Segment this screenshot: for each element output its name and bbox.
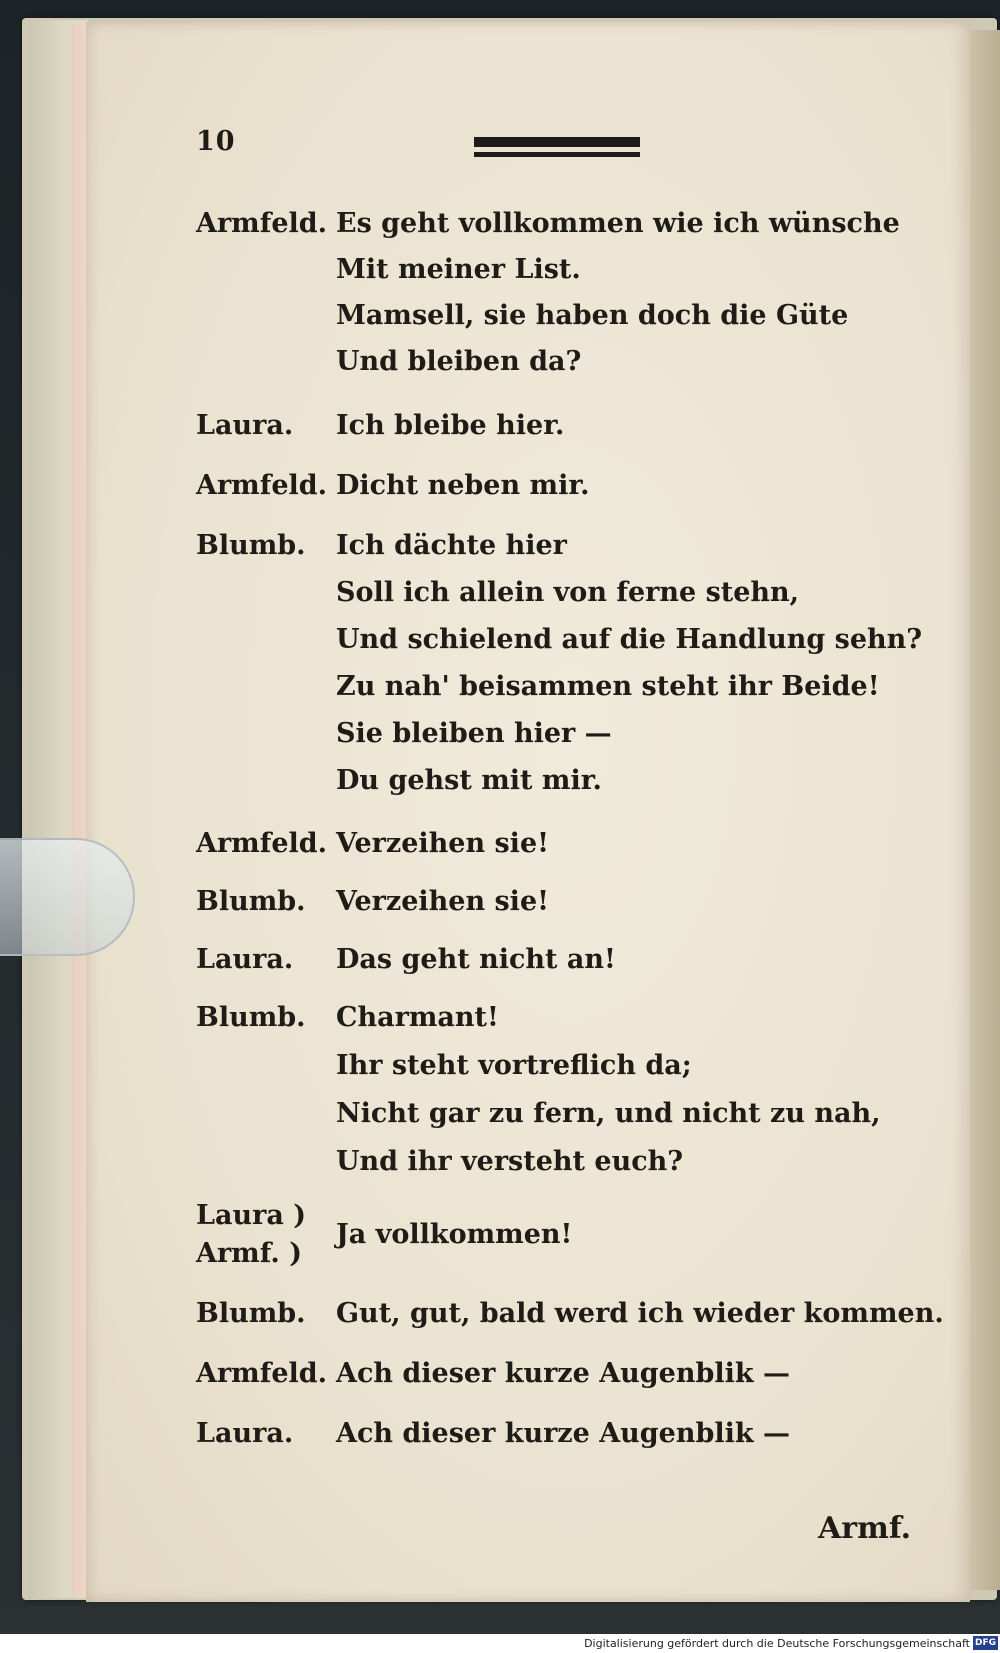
speaker-label: Blumb. [196,1298,306,1329]
speaker-label: Armfeld. [196,1358,328,1389]
verse-line: Ich dächte hier [336,530,567,561]
speaker-label: Laura. [196,944,294,975]
verse-line: Ach dieser kurze Augenblik — [336,1358,790,1389]
verse-line: Verzeihen sie! [336,886,549,917]
dfg-logo: DFG [974,1638,996,1648]
verse-line: Soll ich allein von ferne stehn, [336,577,800,608]
verse-line: Es geht vollkommen wie ich wünsche [336,208,900,239]
catchword: Armf. [818,1511,912,1546]
page-clip [0,838,135,956]
verse-line: Ach dieser kurze Augenblik — [336,1418,790,1449]
speaker-label: Armfeld. [196,828,328,859]
verse-line: Nicht gar zu fern, und nicht zu nah, [336,1098,881,1129]
speaker-label: Laura ) [196,1200,307,1231]
verse-line: Mit meiner List. [336,254,581,285]
speaker-label: Armfeld. [196,470,328,501]
next-leaf-edge [966,30,1000,1590]
verse-line: Und ihr versteht euch? [336,1146,684,1177]
page-number: 10 [196,126,236,157]
verse-line: Zu nah' beisammen steht ihr Beide! [336,671,880,702]
verse-line: Und bleiben da? [336,346,582,377]
verse-line: Verzeihen sie! [336,828,549,859]
verse-line: Ich bleibe hier. [336,410,565,441]
verse-line: Ja vollkommen! [336,1219,573,1250]
speaker-label: Laura. [196,1418,294,1449]
verse-line: Mamsell, sie haben doch die Güte [336,300,849,331]
verse-line: Charmant! [336,1002,499,1033]
speaker-label: Blumb. [196,530,306,561]
speaker-label: Blumb. [196,1002,306,1033]
verse-line: Sie bleiben hier — [336,718,612,749]
speaker-label: Armfeld. [196,208,328,239]
verse-line: Gut, gut, bald werd ich wieder kommen. [336,1298,944,1329]
header-rule [474,137,640,161]
verse-line: Und schielend auf die Handlung sehn? [336,624,923,655]
footer-credit: Digitalisierung gefördert durch die Deutsche Forschungsgemeinschaft [584,1637,970,1650]
speaker-label: Blumb. [196,886,306,917]
verse-line: Du gehst mit mir. [336,765,602,796]
speaker-label: Armf. ) [196,1238,302,1269]
speaker-label: Laura. [196,410,294,441]
verse-line: Dicht neben mir. [336,470,590,501]
verse-line: Das geht nicht an! [336,944,616,975]
verse-line: Ihr steht vortreflich da; [336,1050,692,1081]
